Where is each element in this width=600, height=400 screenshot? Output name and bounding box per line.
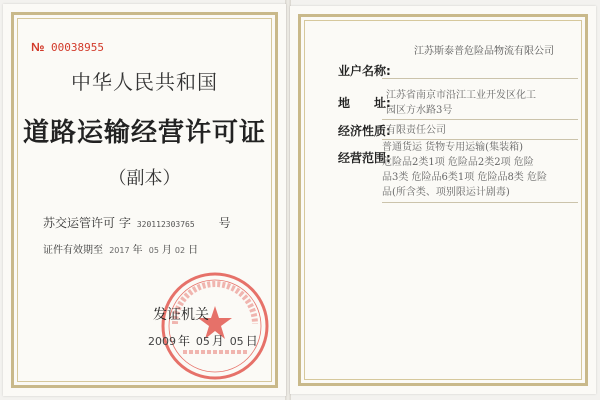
right-page <box>290 6 596 394</box>
serial-number <box>31 40 104 54</box>
seal-graphic <box>163 274 267 378</box>
issue-day-unit: 日 <box>245 334 258 348</box>
validity-day-unit: 日 <box>188 245 199 256</box>
issue-month: 05 <box>195 335 210 348</box>
economic-nature-value: 有限责任公司 <box>386 125 446 136</box>
issue-year-unit: 年 <box>178 334 191 348</box>
validity-day: 02 <box>174 246 186 255</box>
left-page <box>3 4 286 396</box>
validity-month: 05 <box>148 246 159 255</box>
numero-sign: № <box>31 40 45 54</box>
validity-year-unit: 年 <box>132 245 143 256</box>
issue-date-line <box>146 332 258 349</box>
company-name: 江苏斯泰普危险品物流有限公司 <box>414 46 554 57</box>
scope-rule <box>382 202 578 203</box>
copy-label: （副本） <box>108 168 181 189</box>
business-name-rule <box>382 78 578 79</box>
business-name-label: 业户名称: <box>338 64 391 78</box>
issue-day: 05 <box>229 335 244 348</box>
scope-line-2: 危险品2类1项 危险品2类2项 危险 <box>382 157 534 168</box>
validity-label: 证件有效期至 <box>43 245 103 256</box>
validity-month-unit: 月 <box>161 245 172 256</box>
certificate-title: 道路运输经营许可证 <box>22 118 266 148</box>
country-name: 中华人民共和国 <box>71 70 218 94</box>
issuing-authority: 发证机关 <box>153 307 209 323</box>
serial-value: 00038955 <box>51 41 104 54</box>
scope-line-3: 品3类 危险品6类1项 危险品8类 危险 <box>382 172 547 183</box>
scope-line-1: 普通货运 货物专用运输(集装箱) <box>382 142 523 153</box>
economic-nature-label: 经济性质: <box>338 124 391 138</box>
issue-month-unit: 月 <box>211 334 224 348</box>
permit-number-line <box>43 214 231 231</box>
permit-hao: 号 <box>218 216 231 230</box>
scope-line-4: 品(所含类、项别限运计剧毒) <box>382 187 510 198</box>
address-label: 地 址: <box>338 96 391 110</box>
issue-year: 2009 <box>148 335 176 348</box>
validity-year: 2017 <box>109 246 130 255</box>
address-rule <box>382 119 578 120</box>
permit-number: 320112303765 <box>136 220 195 229</box>
official-seal-icon <box>155 266 275 386</box>
permit-zi: 字 <box>119 216 132 230</box>
permit-prefix: 苏交运管许可 <box>43 216 116 230</box>
business-scope-label: 经营范围: <box>338 151 391 165</box>
address-line-1: 江苏省南京市沿江工业开发区化工 <box>386 90 536 101</box>
address-line-2: 园区方水路3号 <box>386 105 453 116</box>
validity-line <box>43 241 198 256</box>
